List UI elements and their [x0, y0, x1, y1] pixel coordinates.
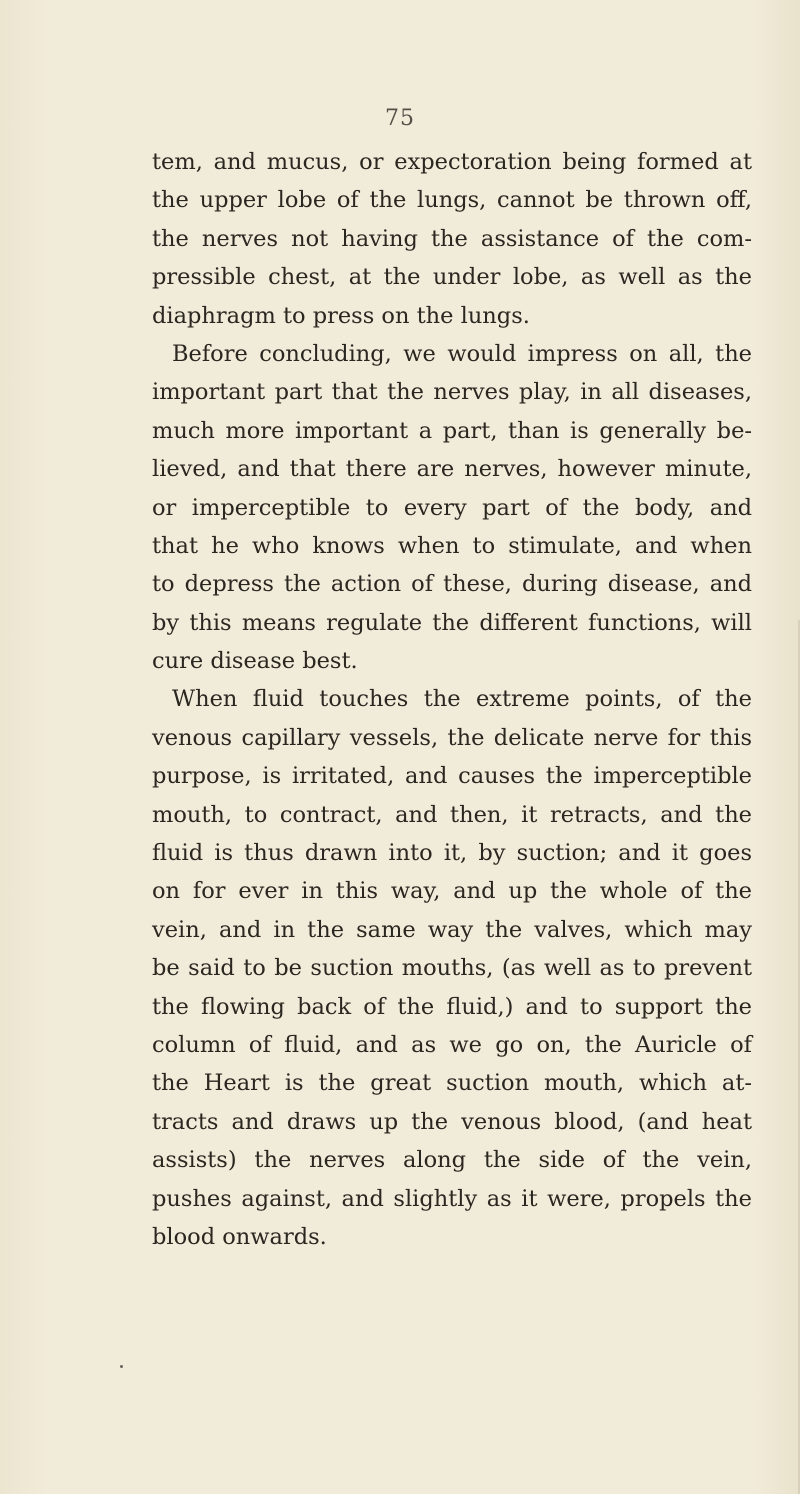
text-line: mouth, to contract, and then, it retracts, and the	[152, 801, 752, 828]
margin-dot	[120, 1365, 123, 1368]
text-line: column of fluid, and as we go on, the Auricle of	[152, 1031, 752, 1058]
text-line: cure disease best.	[152, 648, 358, 675]
text-line: important part that the nerves play, in all diseases,	[152, 379, 752, 406]
text-line: much more important a part, than is generally be-	[152, 417, 752, 444]
text-line: venous capillary vessels, the delicate nerve for this	[152, 724, 752, 751]
text-line: When fluid touches the extreme points, of the	[172, 686, 752, 713]
text-line: diaphragm to press on the lungs.	[152, 302, 530, 329]
text-line: that he who knows when to stimulate, and when	[152, 532, 752, 559]
text-line: on for ever in this way, and up the whole of the	[152, 878, 752, 905]
text-line: fluid is thus drawn into it, by suction; and it goes	[152, 840, 752, 867]
page-number: 75	[385, 106, 415, 131]
text-line: purpose, is irritated, and causes the imperceptible	[152, 763, 752, 790]
text-line: pushes against, and slightly as it were, propels the	[152, 1185, 752, 1212]
text-line: to depress the action of these, during disease, and	[152, 571, 752, 598]
text-line: the Heart is the great suction mouth, which at-	[152, 1070, 752, 1097]
text-line: assists) the nerves along the side of the vein,	[152, 1147, 752, 1174]
text-line: or imperceptible to every part of the body, and	[152, 494, 752, 521]
text-line: by this means regulate the different functions, will	[152, 609, 752, 636]
text-line: be said to be suction mouths, (as well as to prevent	[152, 955, 752, 982]
text-line: the upper lobe of the lungs, cannot be thrown off,	[152, 187, 752, 214]
text-line: tracts and draws up the venous blood, (and heat	[152, 1108, 752, 1135]
body-text	[152, 143, 752, 1256]
text-line: lieved, and that there are nerves, however minute,	[152, 456, 752, 483]
text-line: the flowing back of the fluid,) and to support the	[152, 993, 752, 1020]
text-line: vein, and in the same way the valves, which may	[152, 916, 752, 943]
text-line: blood onwards.	[152, 1223, 327, 1250]
text-line: tem, and mucus, or expectoration being formed at	[152, 149, 752, 175]
text-line: pressible chest, at the under lobe, as well as the	[152, 264, 752, 291]
text-line: Before concluding, we would impress on all, the	[172, 340, 752, 367]
text-line: the nerves not having the assistance of the com-	[152, 225, 752, 252]
